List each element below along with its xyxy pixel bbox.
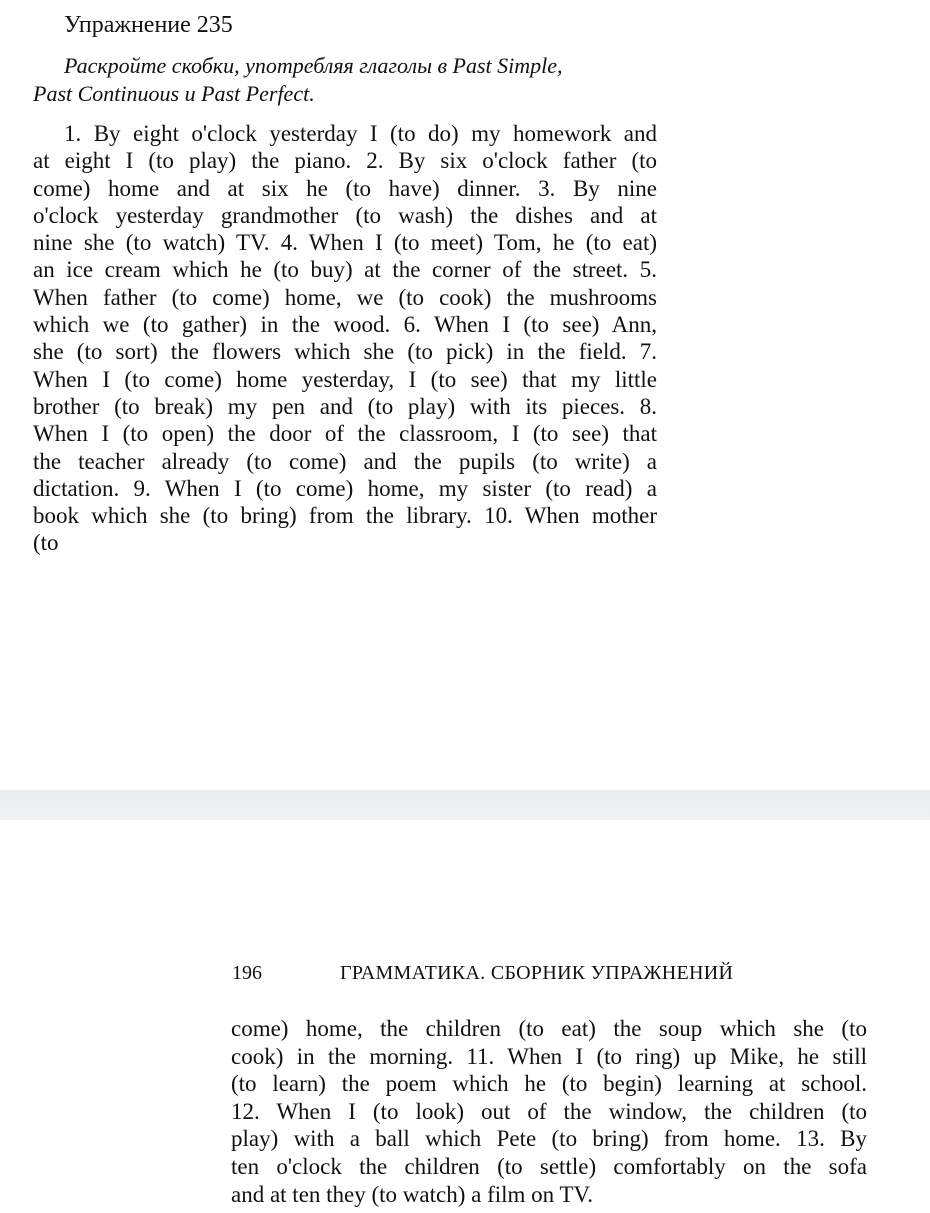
book-title: ГРАММАТИКА. СБОРНИК УПРАЖНЕНИЙ [340, 962, 734, 984]
text-line: When I (to come) home yesterday, I (to see) that my little [33, 366, 657, 392]
exercise-text-continued [231, 1015, 867, 1208]
text-line: cook) in the morning. 11. When I (to ring) up Mike, he still [231, 1043, 867, 1069]
text-line: brother (to break) my pen and (to play) with its pieces. 8. [33, 393, 657, 419]
text-line: (to learn) the poem which he (to begin) learning at school. [231, 1071, 867, 1097]
text-line: (to [33, 530, 59, 556]
text-line: she (to sort) the flowers which she (to pick) in the field. 7. [33, 339, 657, 365]
text-line: ten o'clock the children (to settle) comfortably on the sofa [231, 1153, 867, 1179]
text-line: come) home, the children (to eat) the soup which she (to [231, 1016, 867, 1041]
text-line: an ice cream which he (to buy) at the corner of the street. 5. [33, 257, 657, 283]
text-line: o'clock yesterday grandmother (to wash) the dishes and at [33, 202, 657, 228]
text-line: the teacher already (to come) and the pupils (to write) a [33, 448, 657, 474]
text-line: come) home and at six he (to have) dinner. 3. By nine [33, 175, 657, 201]
text-line: When father (to come) home, we (to cook) the mushrooms [33, 284, 657, 310]
exercise-instruction [33, 52, 673, 108]
exercise-text [33, 120, 657, 557]
text-line: play) with a ball which Pete (to bring) from home. 13. By [231, 1126, 867, 1152]
text-line: When I (to open) the door of the classroom, I (to see) that [33, 421, 657, 447]
text-line: which we (to gather) in the wood. 6. When I (to see) Ann, [33, 312, 657, 338]
text-line: at eight I (to play) the piano. 2. By six o'clock father (to [33, 148, 657, 174]
text-line: 1. By eight o'clock yesterday I (to do) my homework and [64, 121, 657, 146]
instruction-line: Раскройте скобки, употребляя глаголы в Past Simple, [64, 53, 563, 78]
instruction-line: Past Continuous и Past Perfect. [33, 81, 315, 106]
page-separator [0, 790, 930, 820]
exercise-title: Упражнение 235 [64, 12, 233, 38]
text-line: 12. When I (to look) out of the window, the children (to [231, 1098, 867, 1124]
page-number: 196 [232, 962, 262, 984]
text-line: dictation. 9. When I (to come) home, my sister (to read) a [33, 475, 657, 501]
text-line: and at ten they (to watch) a film on TV. [231, 1181, 593, 1207]
text-line: nine she (to watch) TV. 4. When I (to meet) Tom, he (to eat) [33, 230, 657, 256]
page-bottom [0, 820, 930, 1213]
text-line: book which she (to bring) from the library. 10. When mother [33, 503, 657, 529]
